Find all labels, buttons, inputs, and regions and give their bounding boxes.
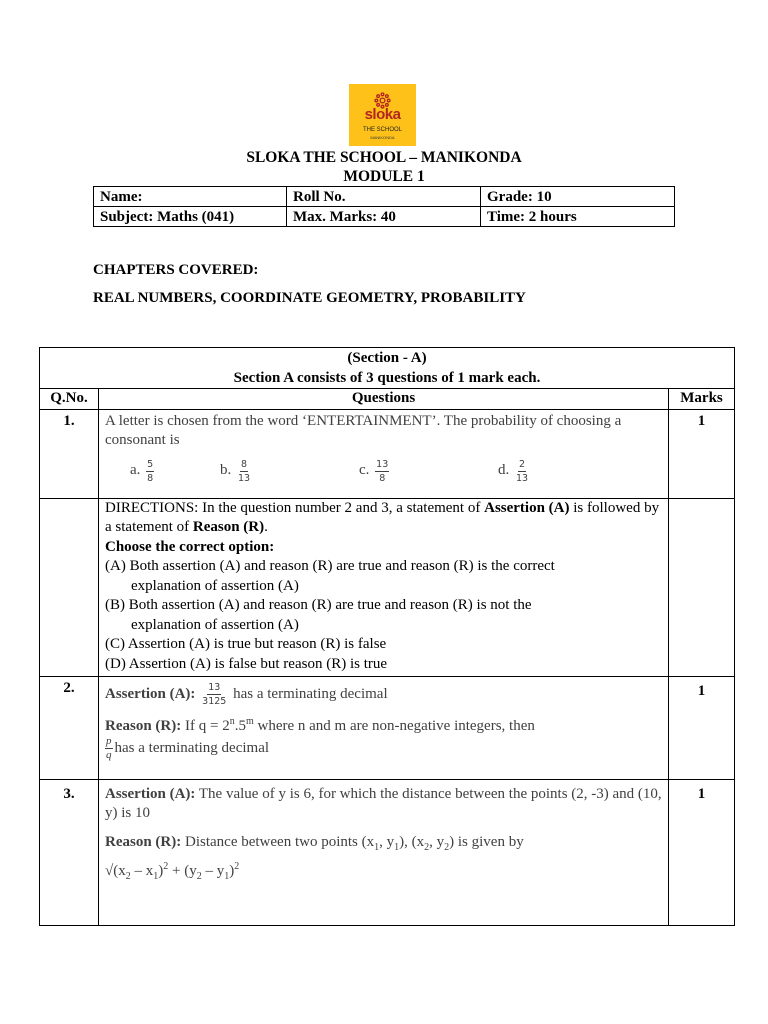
direction-option-a: (A) Both assertion (A) and reason (R) are true and reason (R) is the correct: [105, 558, 555, 574]
question-1-options: [105, 459, 664, 495]
question-1: [99, 409, 669, 498]
direction-option-b: (B) Both assertion (A) and reason (R) are true and reason (R) is not the: [105, 597, 532, 613]
max-marks-cell: Max. Marks: 40: [287, 207, 481, 227]
qno-3: 3.: [40, 779, 99, 925]
section-header-row: [40, 348, 735, 389]
direction-option-a-cont: explanation of assertion (A): [131, 577, 299, 594]
question-3: [99, 779, 669, 925]
col-qno: Q.No.: [40, 389, 99, 410]
fraction: $\frac{5}{8}$: [147, 458, 154, 484]
option-d: d. $\frac{2}{13}$: [498, 458, 529, 484]
info-table: [93, 186, 675, 227]
question-1-text: A letter is chosen from the word ‘ENTERTAINMENT’. The probability of choosing a consonant is: [105, 412, 622, 448]
directions-row: [40, 498, 735, 676]
section-title: (Section - A): [347, 350, 427, 366]
marks-3: 1: [669, 779, 735, 925]
question-3-reason: Reason (R): Distance between two points ($x_1$, $y_1$), ($x_2$, $y_2$) is given by: [105, 833, 524, 853]
school-logo: [349, 84, 416, 146]
grade-cell: Grade: 10: [481, 187, 675, 207]
time-cell: Time: 2 hours: [481, 207, 675, 227]
info-row: [94, 187, 675, 207]
direction-option-b-cont: explanation of assertion (A): [131, 616, 299, 633]
section-description: Section A consists of 3 questions of 1 mark each.: [233, 369, 541, 386]
distance-formula: $√(x_2 - x_1)^2 + (y_2 - y_1)^2$: [105, 861, 240, 882]
qno-1: 1.: [40, 409, 99, 498]
logo-location: MANIKONDA: [370, 135, 395, 140]
col-marks: Marks: [669, 389, 735, 410]
logo-tagline: THE SCHOOL: [362, 127, 402, 133]
chapters-label: CHAPTERS COVERED:: [93, 262, 259, 278]
option-a: a. $\frac{5}{8}$: [130, 458, 154, 484]
question-2-reason-cont: $\frac{p}{q}$ has a terminating decimal: [106, 735, 270, 761]
question-row-3: [40, 779, 735, 925]
directions-choose: Choose the correct option:: [105, 538, 275, 555]
question-2: [99, 676, 669, 779]
subject-cell: Subject: Maths (041): [94, 207, 287, 227]
question-2-assertion: Assertion (A): $\frac{13}{3125}$ has a terminating decimal: [105, 681, 388, 707]
col-questions: Questions: [99, 389, 669, 410]
roll-cell: Roll No.: [287, 187, 481, 207]
fraction: $\frac{2}{13}$: [516, 458, 529, 484]
logo-brand: sloka: [364, 106, 401, 123]
info-row: [94, 207, 675, 227]
direction-option-c: (C) Assertion (A) is true but reason (R) is false: [105, 636, 387, 652]
fraction: $\frac{13}{3125}$: [202, 681, 227, 707]
directions-intro: DIRECTIONS: In the question number 2 and 3, a statement of Assertion (A) is followed by a statement of Reason (R).: [105, 499, 660, 535]
chapters-list: REAL NUMBERS, COORDINATE GEOMETRY, PROBABILITY: [93, 290, 526, 306]
directions-marks-empty: [669, 498, 735, 676]
fraction: $\frac{8}{13}$: [238, 458, 251, 484]
questions-table: [39, 347, 735, 926]
marks-1: 1: [669, 409, 735, 498]
name-cell: Name:: [94, 187, 287, 207]
section-header: [40, 348, 735, 389]
directions-qno-empty: [40, 498, 99, 676]
marks-2: 1: [669, 676, 735, 779]
fraction: $\frac{p}{q}$: [106, 735, 112, 761]
school-name: SLOKA THE SCHOOL – MANIKONDA: [246, 149, 522, 166]
question-3-assertion: Assertion (A): The value of y is 6, for which the distance between the points (2, -3) and (10, y) is 10: [105, 785, 662, 821]
column-header-row: [40, 389, 735, 410]
directions: [99, 498, 669, 676]
qno-2: 2.: [40, 676, 99, 779]
question-row-1: [40, 409, 735, 498]
question-row-2: [40, 676, 735, 779]
direction-option-d: (D) Assertion (A) is false but reason (R) is true: [105, 655, 388, 672]
question-2-reason: Reason (R): If $q = 2^n.5^m$ where n and m are non-negative integers, then: [105, 715, 535, 734]
module-title: MODULE 1: [343, 168, 425, 185]
option-b: b. $\frac{8}{13}$: [220, 458, 251, 484]
fraction: $\frac{13}{8}$: [376, 458, 389, 484]
option-c: c. $\frac{13}{8}$: [359, 458, 389, 484]
